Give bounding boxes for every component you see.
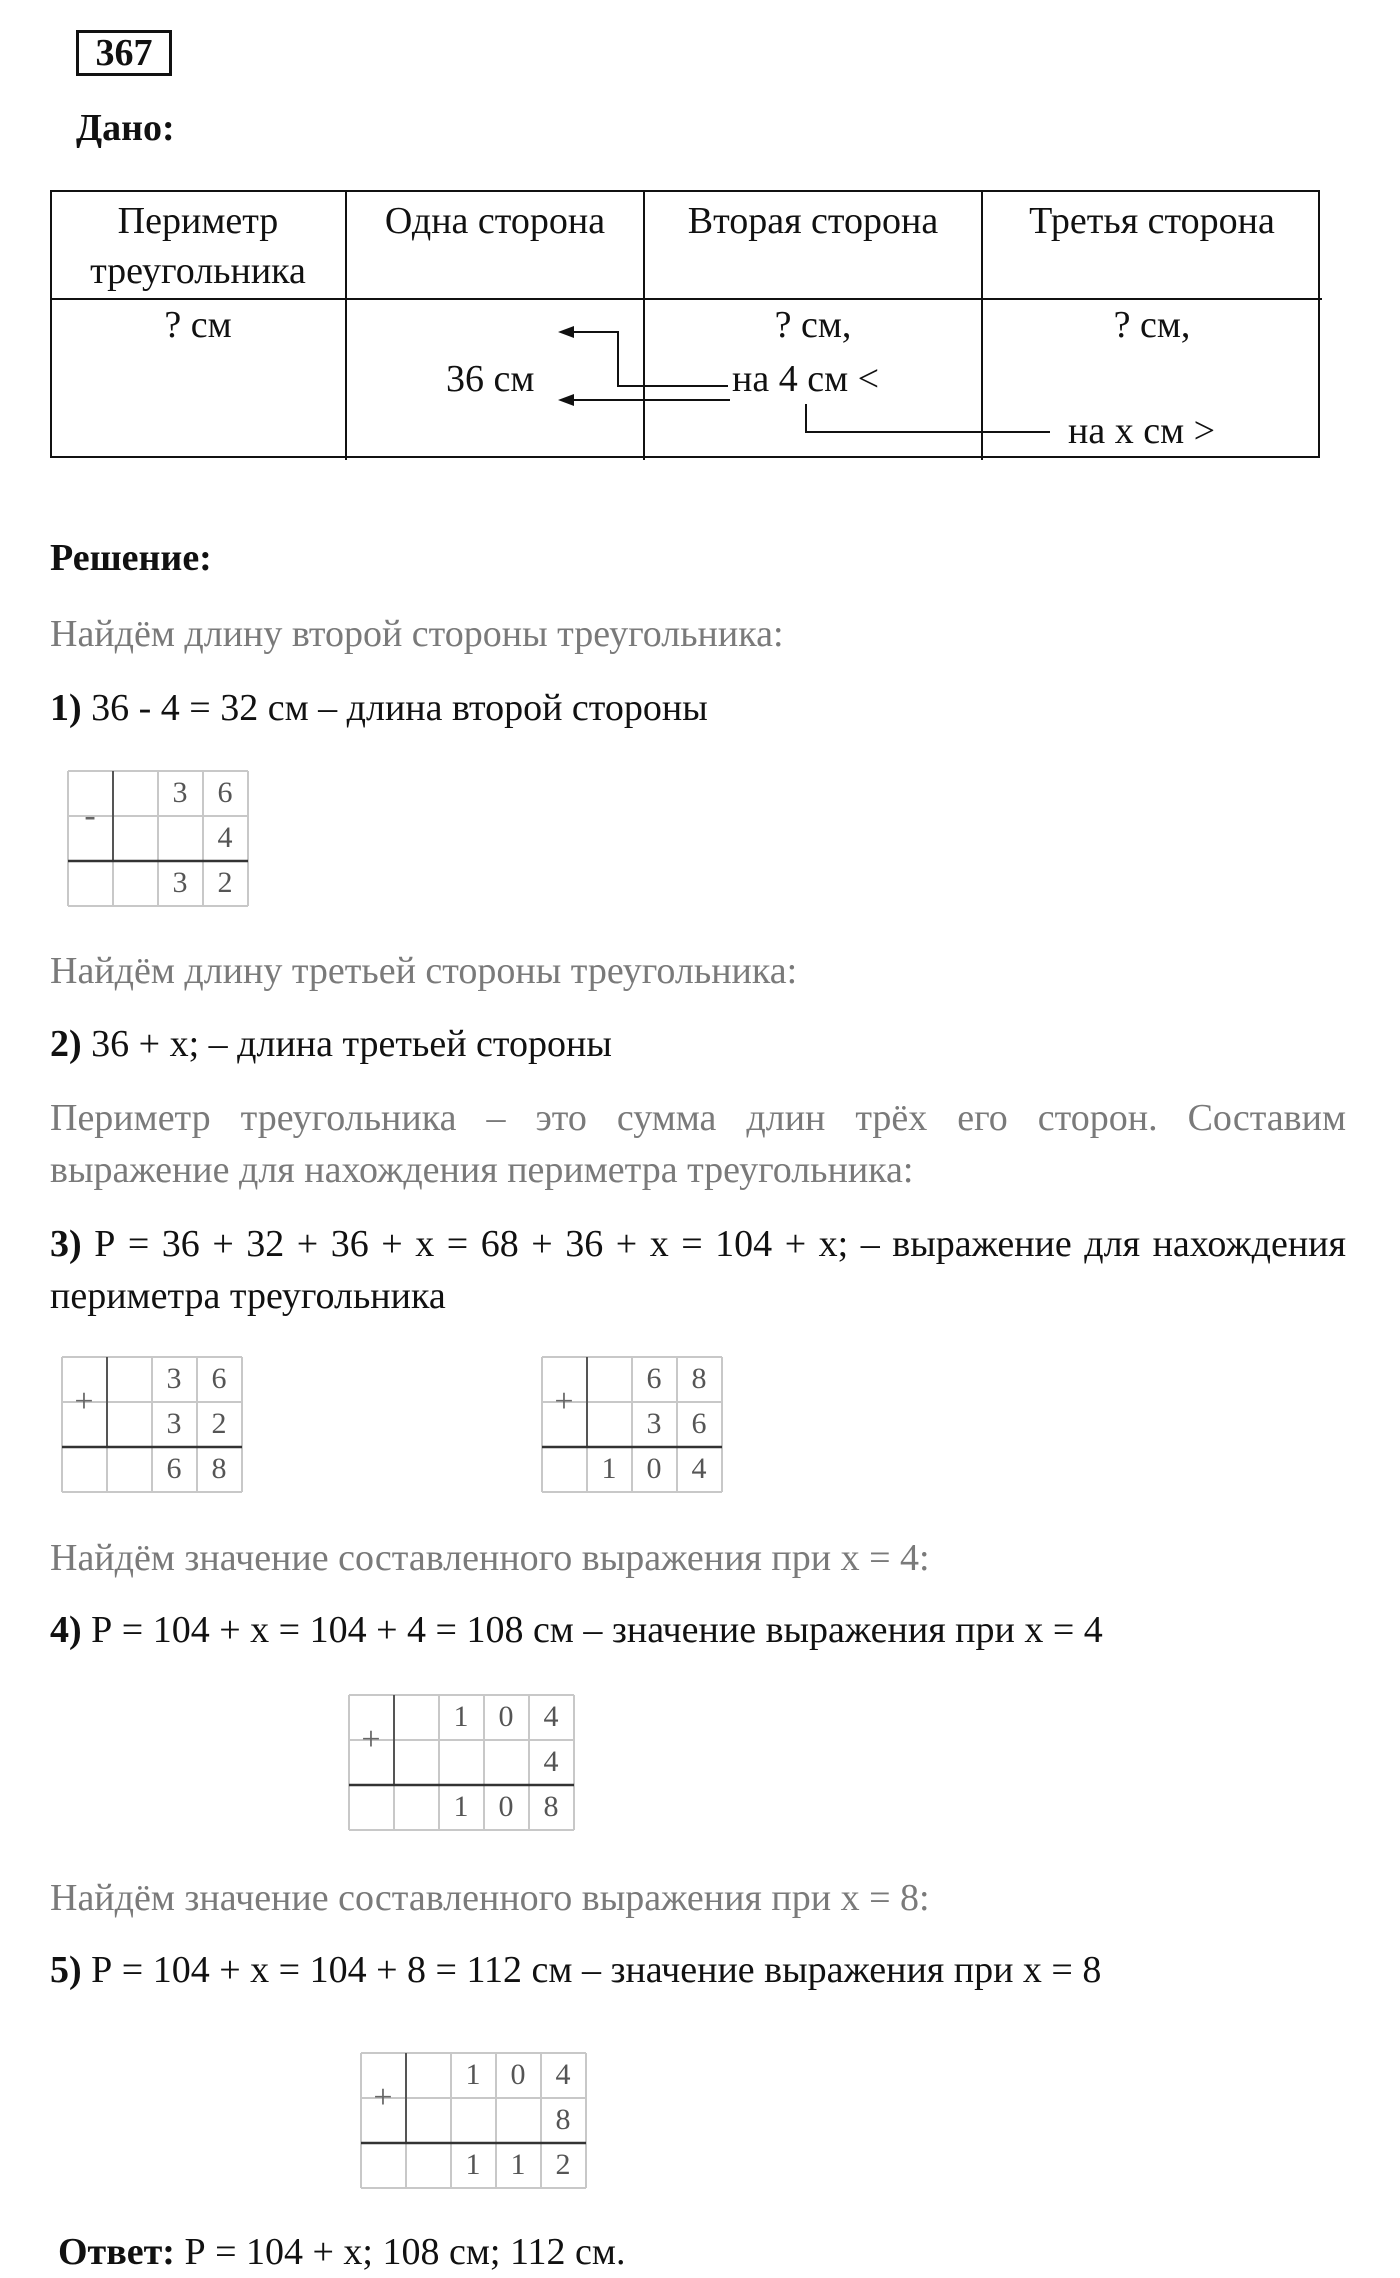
side3-value: ? см, [1113, 304, 1191, 346]
calc-digit: 0 [646, 1452, 662, 1485]
step-1-intro: Найдём длину второй стороны треугольника: [50, 613, 784, 655]
calc-sign: + [373, 2078, 393, 2116]
calc-digit: 3 [166, 1362, 182, 1395]
step-4: 4) Р = 104 + х = 104 + 4 = 108 см – значение выражения при х = 4 [50, 1609, 1103, 1651]
calc-digit [439, 1740, 483, 1784]
calc-digit: 1 [465, 2058, 481, 2091]
calc-digit: 1 [601, 1452, 617, 1485]
calc-digit: 3 [166, 1407, 182, 1440]
calc-digit: 1 [510, 2148, 526, 2181]
calc-digit: 8 [543, 1790, 559, 1823]
task-number: 367 [76, 30, 172, 76]
calc-digit: 1 [453, 1790, 469, 1823]
calc-digit [406, 2098, 450, 2142]
calc-digit: 6 [217, 776, 233, 809]
calc-digit: 1 [465, 2148, 481, 2181]
column-calc-2 [61, 1356, 241, 1491]
calc-sign: + [554, 1382, 574, 1420]
calc-digit: 4 [691, 1452, 707, 1485]
calc-digit [406, 2053, 450, 2097]
calc-sign: - [84, 796, 96, 834]
calc-digit: 8 [211, 1452, 227, 1485]
calc-digit [406, 2143, 450, 2187]
solution-label: Решение: [50, 537, 212, 579]
calc-digit: 2 [211, 1407, 227, 1440]
given-label: Дано: [76, 107, 175, 149]
calc-digit: 3 [172, 866, 188, 899]
calc-digit [587, 1402, 631, 1446]
calc-digit [113, 771, 157, 815]
calc-digit: 0 [498, 1790, 514, 1823]
calc-digit: 4 [217, 821, 233, 854]
header-side1: Одна сторона [384, 200, 606, 242]
calc-digit [394, 1740, 438, 1784]
calc-digit [113, 861, 157, 905]
calc-digit: 0 [498, 1700, 514, 1733]
step-3: 3) Р = 36 + 32 + 36 + х = 68 + 36 + х = 104 + х; – выражение для нахождения периметра треугольника [50, 1223, 1346, 1317]
side2-relation: на 4 см < [730, 354, 881, 404]
step-2-intro: Найдём длину третьей стороны треугольника: [50, 950, 798, 992]
calc-digit: 8 [691, 1362, 707, 1395]
calc-digit: 2 [217, 866, 233, 899]
side3-relation: на х см > [1066, 406, 1217, 456]
calc-digit: 6 [691, 1407, 707, 1440]
calc-digit [107, 1447, 151, 1491]
calc-digit [587, 1357, 631, 1401]
calc-digit: 6 [166, 1452, 182, 1485]
calc-digit [394, 1695, 438, 1739]
calc-sign: + [74, 1382, 94, 1420]
side1-value: 36 см [446, 358, 535, 400]
calc-digit [158, 816, 202, 860]
calc-digit: 4 [543, 1745, 559, 1778]
step-3-intro: Периметр треугольника – это сумма длин трёх его сторон. Составим выражение для нахождения периметра треугольника: [50, 1097, 1346, 1191]
given-table [50, 190, 1322, 460]
step-5-intro: Найдём значение составленного выражения при х = 8: [50, 1877, 930, 1919]
column-calc-4 [348, 1694, 573, 1829]
step-1: 1) 36 - 4 = 32 см – длина второй стороны [50, 687, 708, 729]
calc-digit: 4 [543, 1700, 559, 1733]
step-2: 2) 36 + х; – длина третьей стороны [50, 1023, 612, 1065]
answer: Ответ: Р = 104 + х; 108 см; 112 см. [58, 2231, 626, 2273]
calc-digit: 4 [555, 2058, 571, 2091]
calc-digit: 8 [555, 2103, 571, 2136]
calc-digit [107, 1357, 151, 1401]
column-calc-1 [67, 770, 247, 905]
side2-value: ? см, [774, 304, 852, 346]
calc-digit: 3 [646, 1407, 662, 1440]
calc-digit [113, 816, 157, 860]
calc-digit: 2 [555, 2148, 571, 2181]
calc-digit [451, 2098, 495, 2142]
calc-digit: 1 [453, 1700, 469, 1733]
calc-digit: 3 [172, 776, 188, 809]
header-perimeter: Периметр треугольника [90, 200, 306, 292]
calc-digit: 6 [646, 1362, 662, 1395]
calc-sign: + [361, 1720, 381, 1758]
perimeter-value: ? см [164, 304, 232, 346]
calc-digit [484, 1740, 528, 1784]
calc-digit: 0 [510, 2058, 526, 2091]
calc-digit [394, 1785, 438, 1829]
column-calc-5 [360, 2052, 585, 2187]
header-side3: Третья сторона [1029, 200, 1275, 242]
header-side2: Вторая сторона [687, 200, 939, 242]
calc-digit: 6 [211, 1362, 227, 1395]
column-calc-3 [541, 1356, 721, 1491]
step-5: 5) Р = 104 + х = 104 + 8 = 112 см – значение выражения при х = 8 [50, 1949, 1102, 1991]
step-4-intro: Найдём значение составленного выражения при х = 4: [50, 1537, 930, 1579]
calc-digit [496, 2098, 540, 2142]
calc-digit [107, 1402, 151, 1446]
